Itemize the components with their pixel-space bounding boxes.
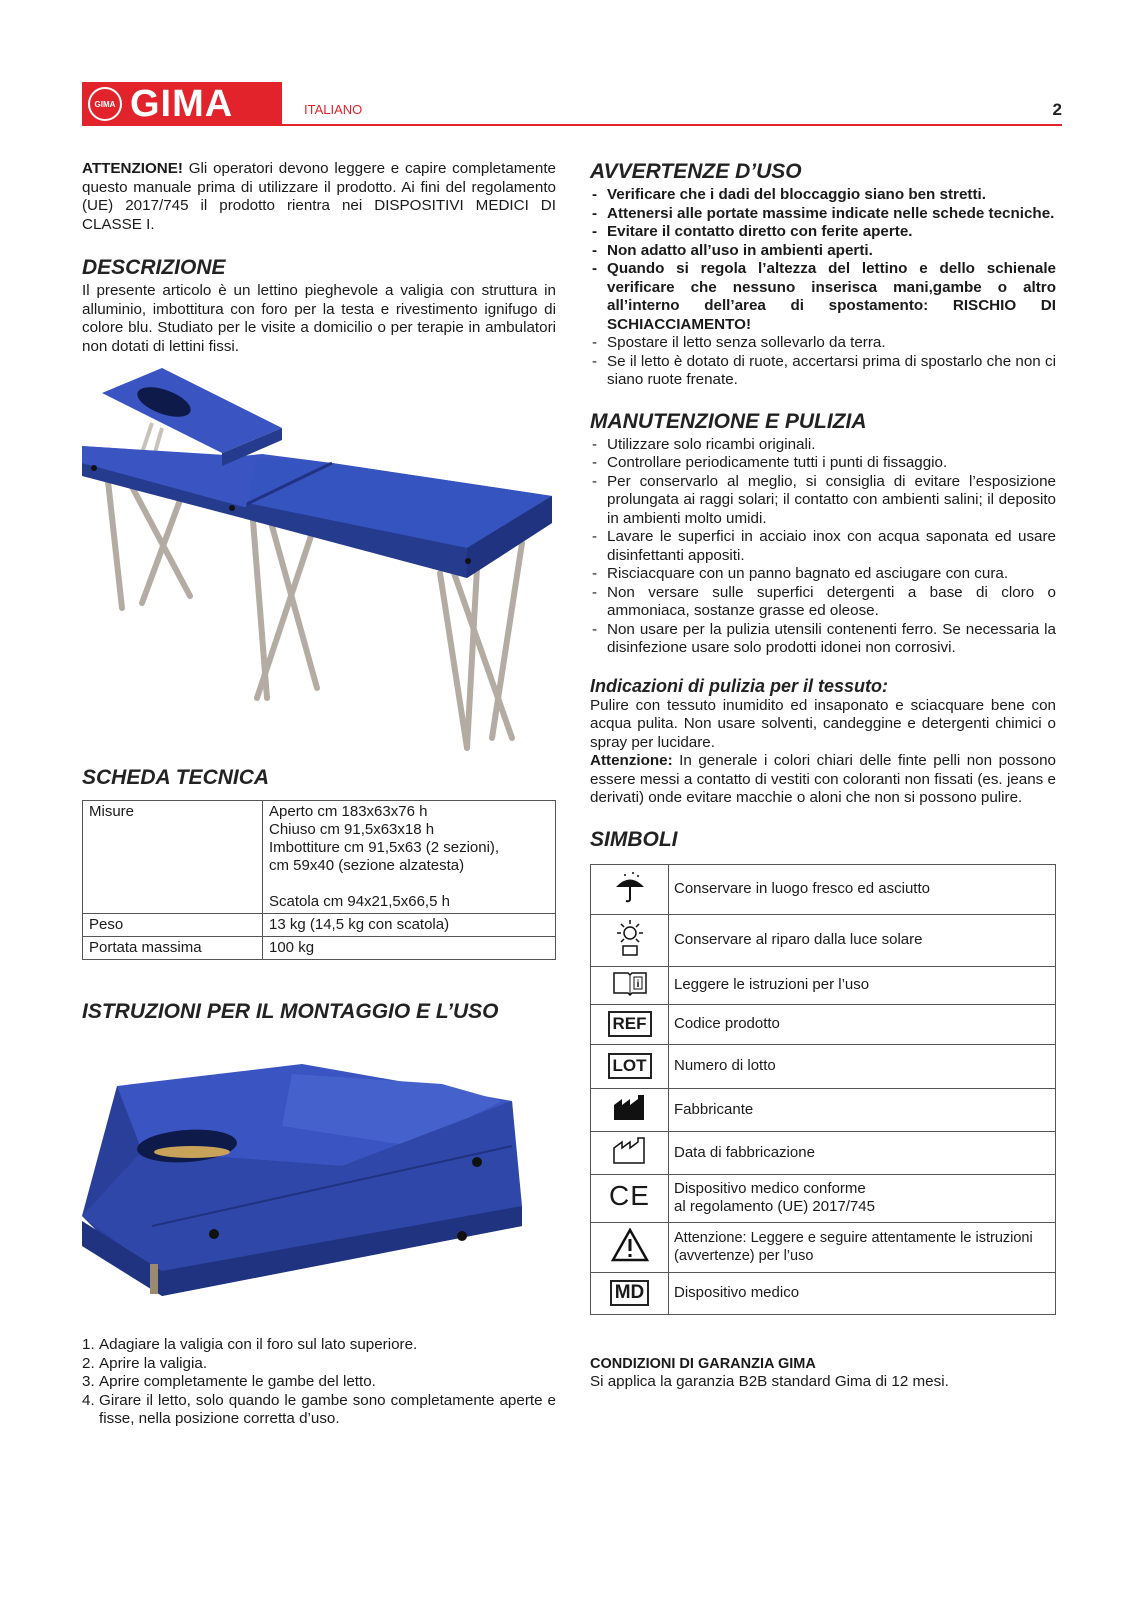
- warnings-list: [590, 334, 1056, 390]
- ce-icon: CE: [609, 1179, 650, 1211]
- symbol-text: Dispositivo medico: [669, 1272, 1056, 1314]
- symbol-row: [591, 1272, 1056, 1314]
- list-item: [82, 1392, 556, 1429]
- list-item: - Attenersi alle portate massime indicate nelle schede tecniche.: [590, 205, 1056, 224]
- warning-icon: [611, 1228, 649, 1262]
- step-number: 3.: [82, 1373, 95, 1390]
- step-text: Adagiare la valigia con il foro sul lato superiore.: [99, 1336, 418, 1353]
- attention-text: In generale i colori chiari delle finte pelli non possono essere messi a contatto di vestiti con coloranti non fissati (es. jeans e derivati) onde evitare macchie o aloni che non si possono pulire.: [590, 752, 1056, 806]
- symbol-text: Dispositivo medico conforme al regolamento (UE) 2017/745: [669, 1174, 1056, 1222]
- spec-label: Peso: [83, 914, 263, 937]
- logo-seal-icon: [88, 87, 122, 121]
- list-item: - Utilizzare solo ricambi originali.: [590, 436, 1056, 455]
- ref-icon: REF: [608, 1011, 652, 1037]
- right-column: [590, 160, 1056, 1392]
- list-item: - Non versare sulle superfici detergenti a base di cloro o ammoniaca, sostanze grasse ed oleose.: [590, 584, 1056, 621]
- assembly-title: ISTRUZIONI PER IL MONTAGGIO E L’USO: [82, 1000, 499, 1023]
- symbol-row: [591, 864, 1056, 914]
- spec-label: Portata massima: [83, 937, 263, 960]
- list-item: - Non adatto all’uso in ambienti aperti.: [590, 242, 1056, 261]
- step-text: Aprire la valigia.: [99, 1354, 208, 1372]
- page-header: [82, 82, 1062, 126]
- spec-row: [83, 937, 556, 960]
- warranty-title: CONDIZIONI DI GARANZIA GIMA: [590, 1355, 816, 1372]
- list-item: - Risciacquare con un panno bagnato ed asciugare con cura.: [590, 565, 1056, 584]
- language-label: ITALIANO: [304, 102, 363, 117]
- symbols-table: [590, 864, 1056, 1315]
- symbol-text: Codice prodotto: [669, 1004, 1056, 1044]
- symbol-row: [591, 914, 1056, 966]
- symbol-row: [591, 1088, 1056, 1131]
- step-number: 2.: [82, 1354, 95, 1372]
- tech-title: SCHEDA TECNICA: [82, 766, 270, 789]
- list-item: - Per conservarlo al meglio, si consiglia di evitare l’esposizione prolungata ai raggi solari; il contatto con ambienti salini; il deposito in ambienti molto umidi.: [590, 473, 1056, 529]
- symbol-text: Leggere le istruzioni per l’uso: [669, 966, 1056, 1004]
- symbol-text: Conservare in luogo fresco ed asciutto: [669, 864, 1056, 914]
- spec-value: 13 kg (14,5 kg con scatola): [263, 914, 556, 937]
- symbol-text: Attenzione: Leggere e seguire attentamente le istruzioni (avvertenze) per l’uso: [669, 1222, 1056, 1272]
- attention-bold: Attenzione:: [590, 752, 673, 769]
- symbol-row: [591, 1004, 1056, 1044]
- folded-case-image: [82, 1056, 556, 1306]
- assembly-steps: [82, 1336, 556, 1429]
- fabric-text: Pulire con tessuto inumidito ed insaponato e sciacquare bene con acqua pulita. Non usare solventi, candeggine e detergenti chimici o spray per lucidare.: [590, 696, 1056, 751]
- symbol-text: Fabbricante: [669, 1088, 1056, 1131]
- step-number: 1.: [82, 1336, 95, 1353]
- manual-icon: [612, 970, 648, 996]
- symbol-row: [591, 1174, 1056, 1222]
- list-item: [82, 1355, 556, 1374]
- step-text: Girare il letto, solo quando le gambe sono completamente aperte e fisse, nella posizione corretta d’uso.: [99, 1391, 556, 1427]
- symbol-text: Conservare al riparo dalla luce solare: [669, 914, 1056, 966]
- sun-icon: [612, 918, 648, 958]
- intro-paragraph: [82, 160, 556, 234]
- list-item: - Se il letto è dotato di ruote, accertarsi prima di spostarlo che non ci siano ruote frenate.: [590, 353, 1056, 390]
- step-text: Aprire completamente le gambe del letto.: [99, 1373, 376, 1390]
- manufacture-date-icon: [612, 1136, 648, 1164]
- symbols-title: SIMBOLI: [590, 827, 678, 851]
- intro-text: Gli operatori devono leggere e capire completamente questo manuale prima di utilizzare il prodotto. Ai fini del regolamento (UE) 2017/745 il prodotto rientra nei DISPOSITIVI MEDICI DI CLASSE I.: [82, 160, 556, 233]
- intro-bold: ATTENZIONE!: [82, 160, 183, 177]
- list-item: - Controllare periodicamente tutti i punti di fissaggio.: [590, 454, 1056, 473]
- svg-text:i: i: [636, 978, 639, 990]
- list-item: - Non usare per la pulizia utensili contenenti ferro. Se necessaria la disinfezione usare solo prodotti idonei non corrosivi.: [590, 621, 1056, 658]
- md-icon: MD: [610, 1280, 650, 1306]
- list-item: - Quando si regola l’altezza del lettino e dello schienale verificare che nessuno inserisca mani,gambe o altro all’interno dell’area di spostamento: RISCHIO DI SCHIACCIAMENTO!: [590, 260, 1056, 334]
- spec-table: [82, 800, 556, 960]
- umbrella-icon: [613, 870, 647, 904]
- list-item: - Spostare il letto senza sollevarlo da terra.: [590, 334, 1056, 353]
- logo-seal-text: GIMA: [94, 99, 116, 109]
- symbol-row: [591, 966, 1056, 1004]
- list-item: [82, 1336, 556, 1355]
- open-table-image: [82, 368, 556, 758]
- maintenance-list: [590, 436, 1056, 658]
- gima-logo: [82, 82, 282, 126]
- description-text: Il presente articolo è un lettino pieghevole a valigia con struttura in alluminio, imbottitura con foro per la testa e rivestimento ignifugo di colore blu. Studiato per le visite a domicilio o per terapie in ambulatori non dotati di lettini fissi.: [82, 282, 556, 355]
- symbol-row: [591, 1131, 1056, 1174]
- spec-row: [83, 914, 556, 937]
- spec-value: Aperto cm 183x63x76 h Chiuso cm 91,5x63x18 h Imbottiture cm 91,5x63 (2 sezioni), cm 59x40 (sezione alzatesta) Scatola cm 94x21,5x66,5 h: [263, 801, 556, 914]
- list-item: [82, 1373, 556, 1392]
- maintenance-title: MANUTENZIONE E PULIZIA: [590, 409, 867, 433]
- warnings-title: AVVERTENZE D’USO: [590, 160, 802, 183]
- step-number: 4.: [82, 1391, 95, 1409]
- list-item: - Verificare che i dadi del bloccaggio siano ben stretti.: [590, 186, 1056, 205]
- spec-label: Misure: [83, 801, 263, 914]
- left-column: [82, 160, 556, 1429]
- page-number: 2: [1052, 100, 1062, 119]
- factory-icon: [612, 1093, 648, 1121]
- symbol-row: [591, 1044, 1056, 1088]
- list-item: - Lavare le superfici in acciaio inox con acqua saponata ed usare disinfettanti appositi.: [590, 528, 1056, 565]
- spec-value: 100 kg: [263, 937, 556, 960]
- spec-row: [83, 801, 556, 914]
- lot-icon: LOT: [608, 1053, 652, 1079]
- symbol-text: Numero di lotto: [669, 1044, 1056, 1088]
- attention-paragraph: [590, 752, 1056, 808]
- fabric-title: Indicazioni di pulizia per il tessuto:: [590, 675, 889, 696]
- symbol-text: Data di fabbricazione: [669, 1131, 1056, 1174]
- warnings-bold-list: [590, 186, 1056, 334]
- list-item: - Evitare il contatto diretto con ferite aperte.: [590, 223, 1056, 242]
- description-title: DESCRIZIONE: [82, 256, 226, 279]
- header-rule: [282, 124, 1062, 126]
- symbol-row: [591, 1222, 1056, 1272]
- logo-text: GIMA: [130, 82, 234, 125]
- warranty-text: Si applica la garanzia B2B standard Gima di 12 mesi.: [590, 1373, 949, 1390]
